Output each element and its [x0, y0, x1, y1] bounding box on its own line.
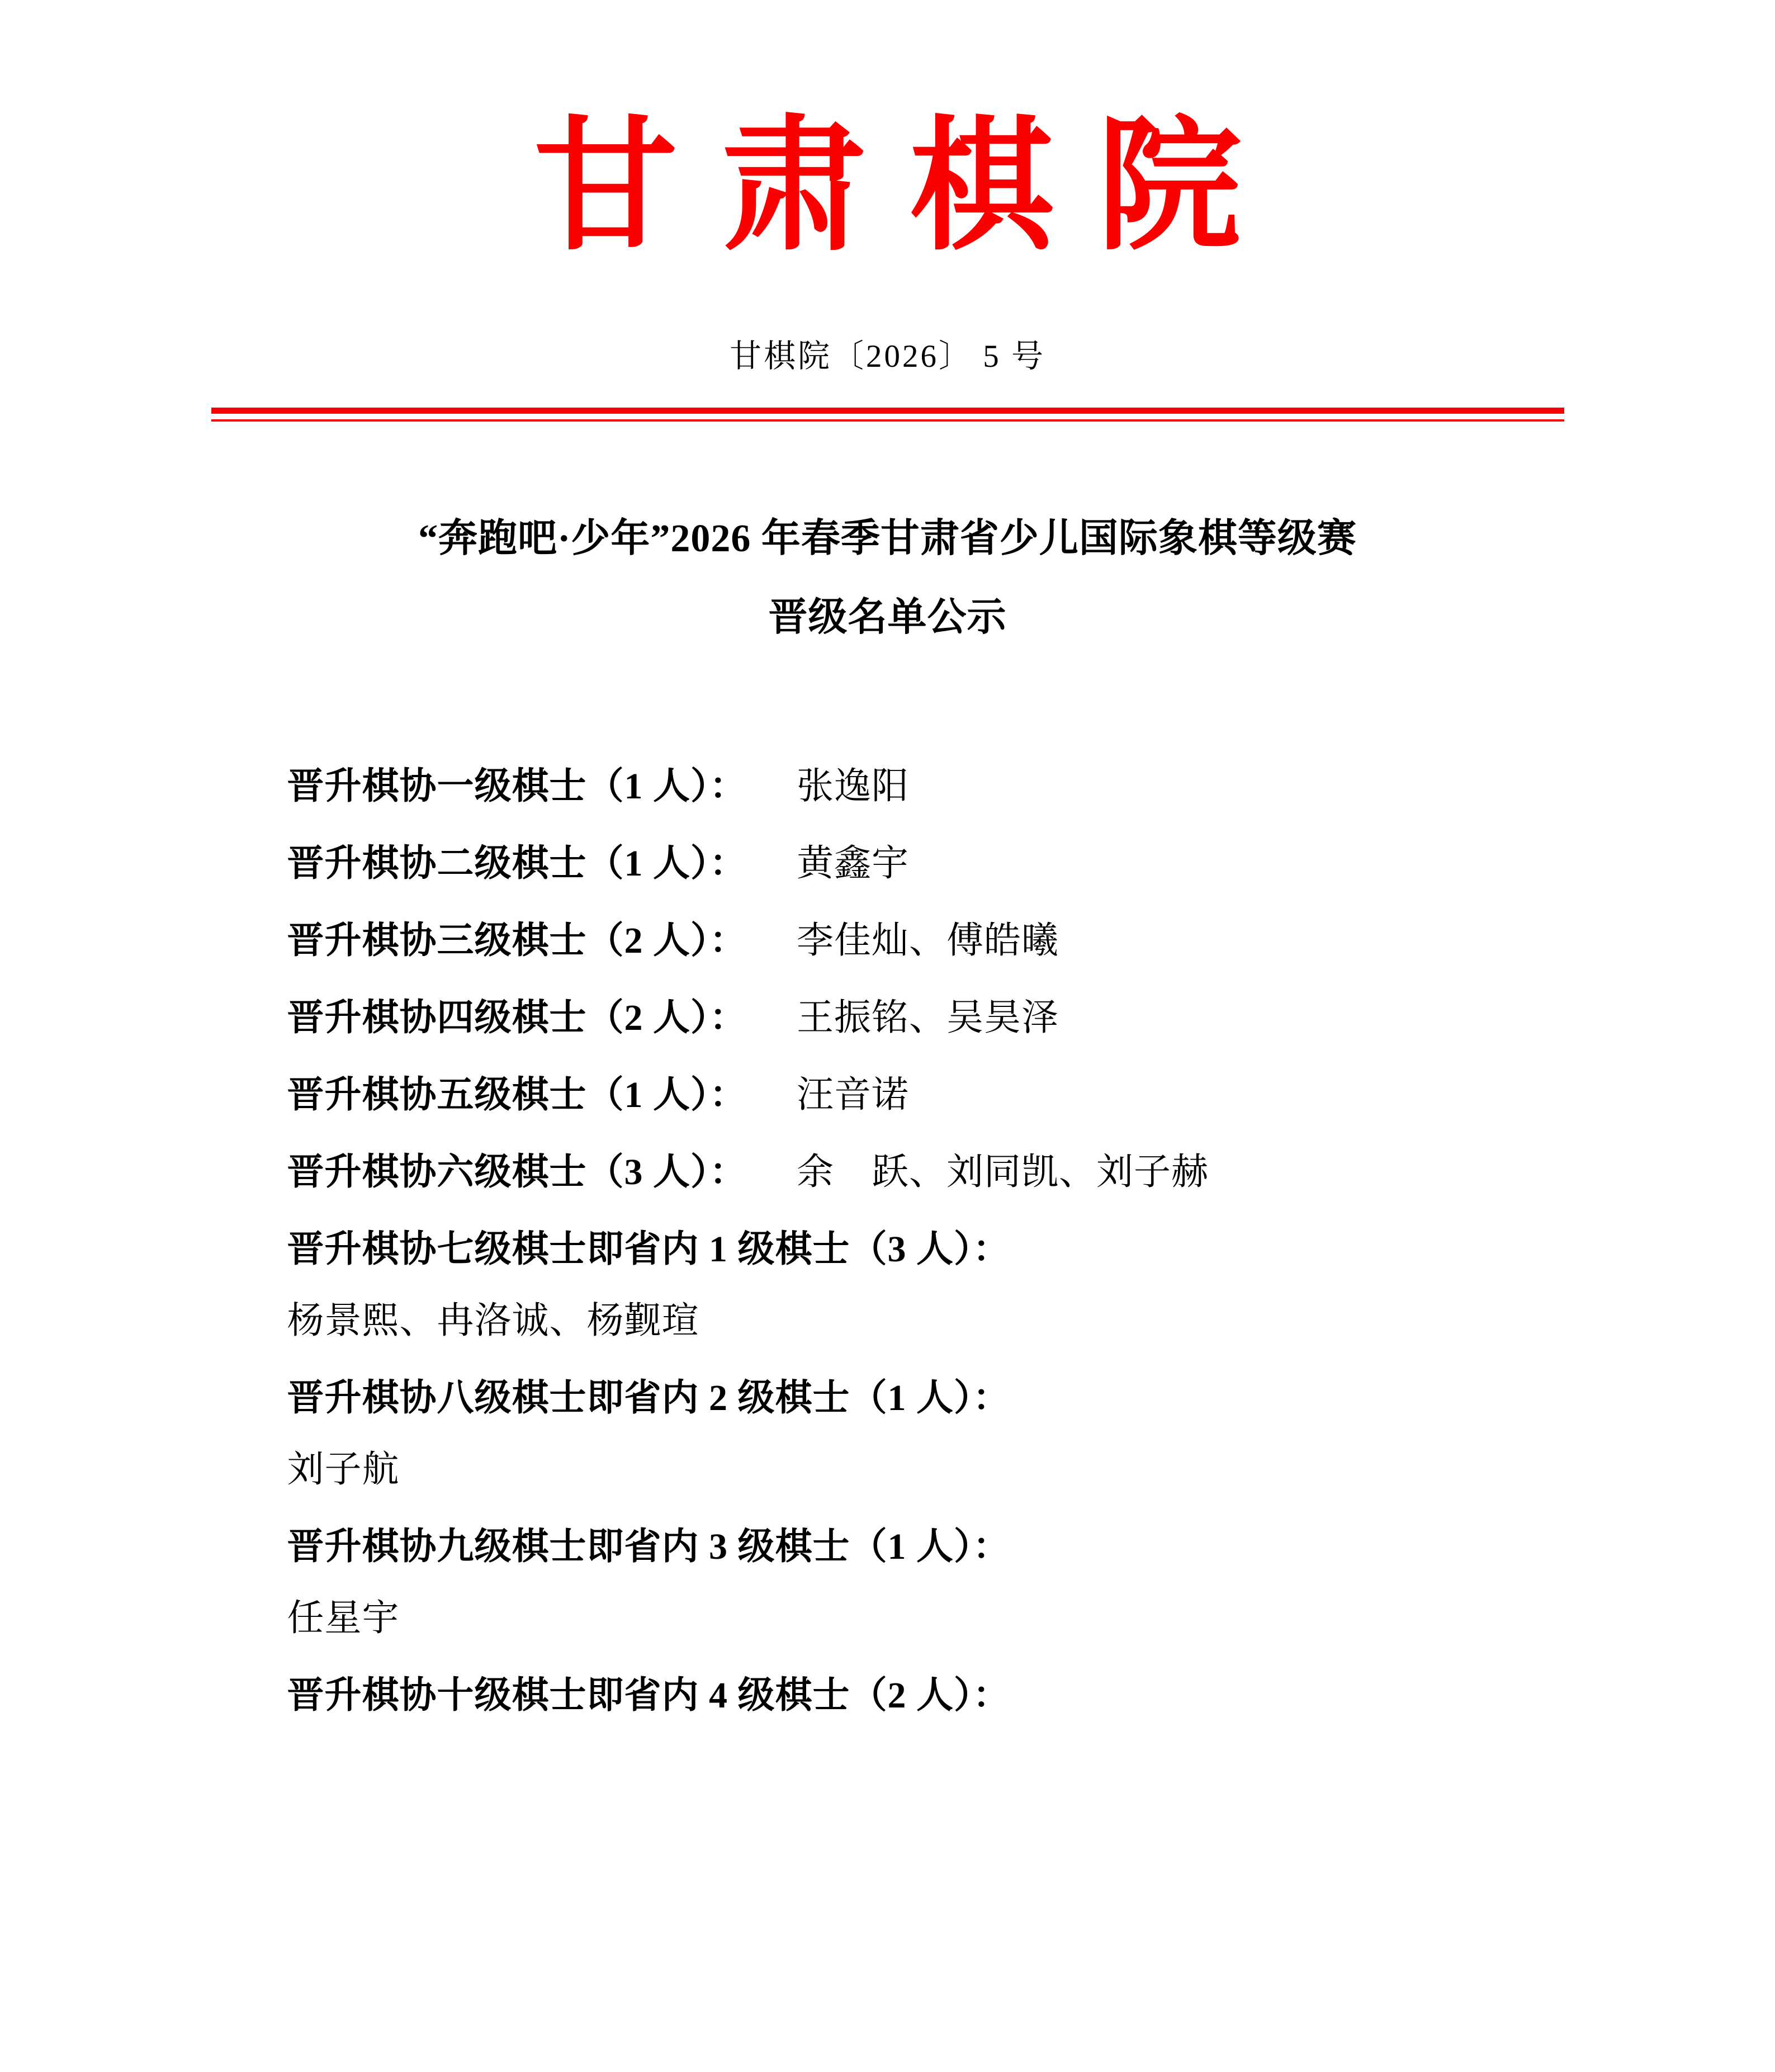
list-item [211, 845, 1564, 882]
promotion-names: 杨景熙、冉洛诚、杨觐瑄 [287, 1300, 699, 1341]
document-body [211, 422, 1564, 1714]
promotion-names: 王振铭、吴昊泽 [797, 997, 1059, 1038]
page-title-line-2: 晋级名单公示 [768, 595, 1007, 639]
promotion-label: 晋升棋协九级棋士即省内 3 级棋士（1 人）： [287, 1526, 1010, 1567]
list-item [211, 997, 1564, 1038]
list-item [211, 1151, 1564, 1193]
list-item [211, 1377, 1564, 1490]
list-item [211, 1074, 1564, 1115]
list-item [211, 765, 1564, 807]
promotion-label: 晋升棋协一级棋士（1 人）： [287, 765, 747, 807]
letterhead-divider [211, 408, 1564, 422]
promotion-names: 汪音诺 [797, 1074, 909, 1115]
promotion-label: 晋升棋协三级棋士（2 人）： [287, 920, 747, 961]
page-title [211, 505, 1564, 651]
promotion-names: 余 跃、刘同凯、刘子赫 [797, 1151, 1209, 1193]
promotion-label: 晋升棋协十级棋士即省内 4 级棋士（2 人）： [287, 1674, 1010, 1716]
promotion-label: 晋升棋协二级棋士（1 人）： [287, 843, 747, 884]
list-item [211, 1526, 1564, 1639]
promotion-names: 任星宇 [287, 1597, 400, 1639]
promotion-names: 黄鑫宇 [797, 843, 909, 884]
page-title-line-1: “奔跑吧·少年”2026 年春季甘肃省少儿国际象棋等级赛 [418, 517, 1357, 560]
promotion-label: 晋升棋协四级棋士（2 人）： [287, 997, 747, 1038]
promotion-list [211, 765, 1564, 1716]
divider-gap [211, 414, 1564, 419]
list-item [211, 1674, 1564, 1716]
promotion-names: 张逸阳 [797, 765, 909, 807]
letterhead [0, 0, 1775, 376]
list-item [211, 1228, 1564, 1341]
promotion-names: 刘子航 [287, 1449, 400, 1490]
promotion-names: 李佳灿、傅皓曦 [797, 920, 1059, 961]
list-item [211, 920, 1564, 961]
promotion-label: 晋升棋协七级棋士即省内 1 级棋士（3 人）： [287, 1228, 1010, 1270]
divider-thick-line [211, 408, 1564, 414]
organization-title: 甘肃棋院 [533, 107, 1285, 267]
promotion-label: 晋升棋协六级棋士（3 人）： [287, 1151, 747, 1193]
promotion-label: 晋升棋协五级棋士（1 人）： [287, 1074, 747, 1115]
document-number: 甘棋院〔2026〕 5 号 [730, 338, 1045, 374]
promotion-label: 晋升棋协八级棋士即省内 2 级棋士（1 人）： [287, 1377, 1010, 1418]
